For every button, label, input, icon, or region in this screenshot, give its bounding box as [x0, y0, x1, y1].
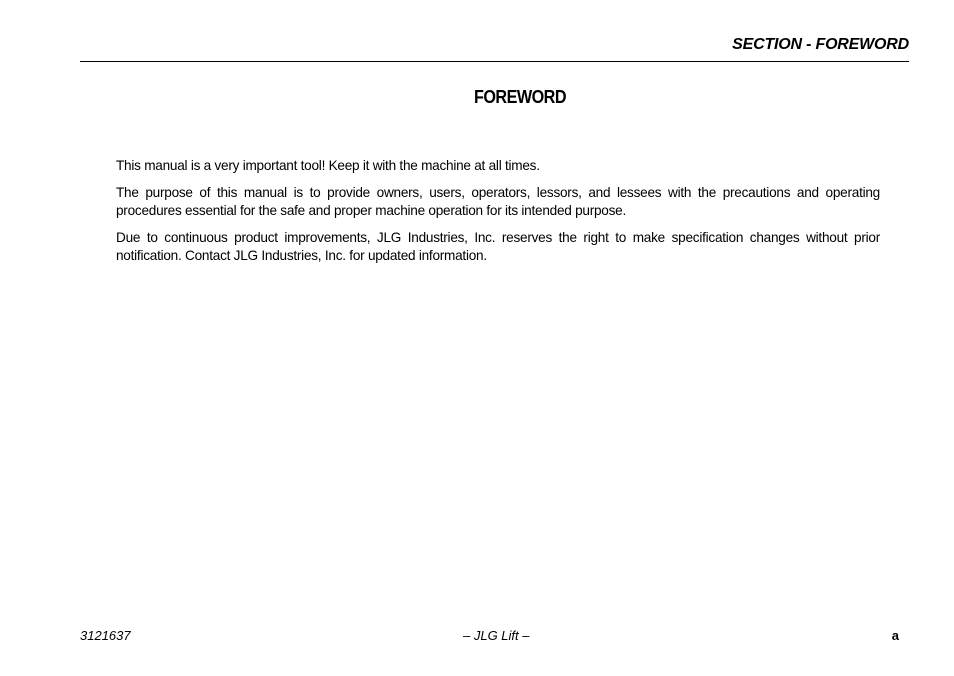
- paragraph-improvements: Due to continuous product improvements, JLG Industries, Inc. reserves the right to make specification changes without prior notification. Contact JLG Industries, Inc. for updated information.: [116, 230, 880, 263]
- foreword-body: [116, 157, 880, 274]
- document-number: 3121637: [80, 628, 131, 643]
- paragraph-importance: This manual is a very important tool! Keep it with the machine at all times.: [116, 158, 540, 173]
- header-divider: [80, 61, 909, 62]
- page-number: a: [891, 628, 899, 643]
- paragraph-purpose: The purpose of this manual is to provide owners, users, operators, lessors, and lessees with the precautions and operating procedures essential for the safe and proper machine operation for its intended purpose.: [116, 185, 880, 218]
- page-title: FOREWORD: [474, 87, 566, 107]
- footer-brand: – JLG Lift –: [463, 628, 530, 643]
- section-title: SECTION - FOREWORD: [732, 36, 909, 53]
